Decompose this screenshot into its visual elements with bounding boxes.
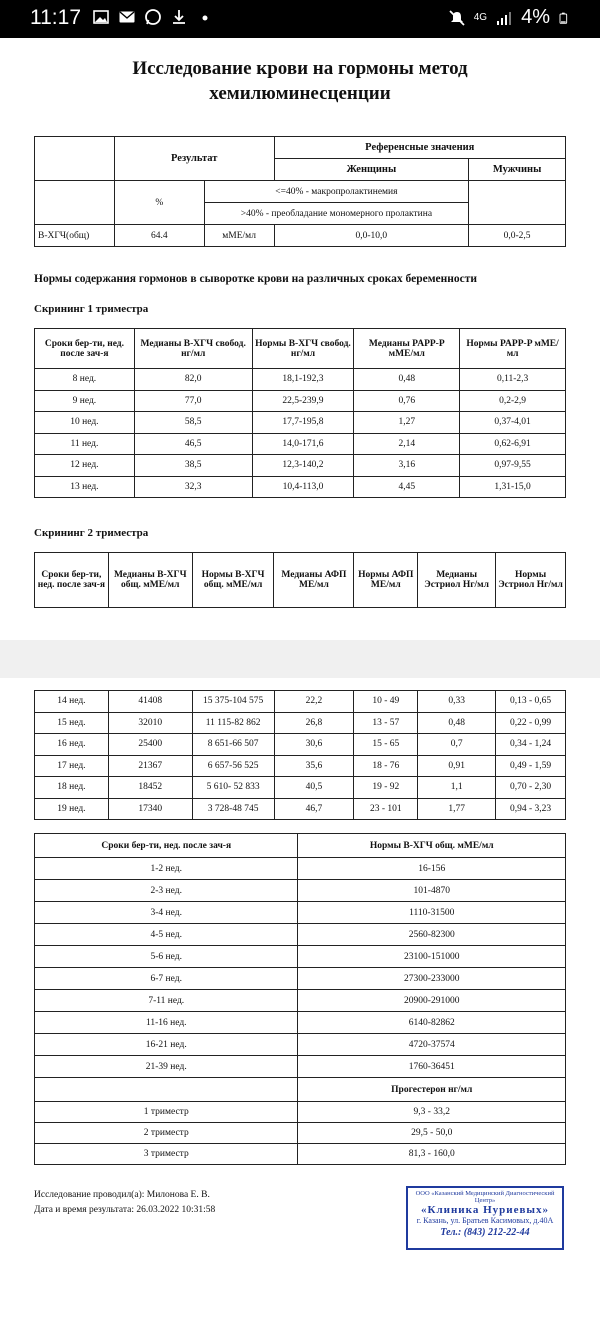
- table-cell: 0,97-9,55: [460, 455, 566, 477]
- s2-header-hcg-norm: Нормы B-ХГЧ общ. мМЕ/мл: [192, 553, 274, 608]
- table-cell: 4,45: [354, 476, 460, 498]
- table-cell: 7-11 нед.: [35, 990, 298, 1012]
- table-cell: 9,3 - 33,2: [298, 1102, 566, 1123]
- table-cell: 18 - 76: [354, 755, 418, 777]
- table-cell: 18,1-192,3: [252, 369, 354, 391]
- mute-icon: [448, 9, 466, 27]
- s2-header-estriol-norm: Нормы Эстриол Нг/мл: [496, 553, 566, 608]
- result-header: Результат: [114, 137, 274, 181]
- table-cell: 18452: [108, 777, 192, 799]
- table-row: [35, 798, 566, 820]
- norms-heading: Нормы содержания гормонов в сыворотке крови на различных сроках беременности: [34, 273, 478, 285]
- table-cell: 30,6: [274, 734, 354, 756]
- table-row: [35, 990, 566, 1012]
- men-header: Мужчины: [469, 159, 566, 181]
- table-cell: 0,62-6,91: [460, 433, 566, 455]
- table-cell: 18 нед.: [35, 777, 109, 799]
- whatsapp-icon: [144, 8, 162, 26]
- dot-icon: [196, 8, 214, 26]
- table-row: [35, 880, 566, 902]
- note-monomer-prolactin: >40% - преобладание мономерного пролактина: [204, 203, 468, 225]
- table-cell: 1-2 нед.: [35, 858, 298, 880]
- table-row: [35, 777, 566, 799]
- table-cell: 11 115-82 862: [192, 712, 274, 734]
- s1-header-hcg-norm: Нормы B-ХГЧ свобод. нг/мл: [252, 329, 354, 369]
- conducted-by: Исследование проводил(а): Милонова Е. В.: [34, 1190, 210, 1200]
- stamp-org: ООО «Казанский Медицинский Диагностический Центр»: [415, 1190, 555, 1204]
- table-cell: 23100-151000: [298, 946, 566, 968]
- table-cell: 0,2-2,9: [460, 390, 566, 412]
- table-cell: 0,76: [354, 390, 460, 412]
- s2-header-afp-median: Медианы АФП МЕ/мл: [274, 553, 354, 608]
- s1-header-papp-median: Медианы PAPP-P мМЕ/мл: [354, 329, 460, 369]
- table-cell: 3 728-48 745: [192, 798, 274, 820]
- table-cell: 14,0-171,6: [252, 433, 354, 455]
- table-cell: 6140-82862: [298, 1012, 566, 1034]
- table-cell: 9 нед.: [35, 390, 135, 412]
- table-cell: 0,11-2,3: [460, 369, 566, 391]
- reference-header: Референсные значения: [274, 137, 565, 159]
- stamp-phone: Тел.: (843) 212-22-44: [440, 1227, 530, 1238]
- table-cell: 15 - 65: [354, 734, 418, 756]
- s2-header-term: Сроки бер-ти, нед. после зач-я: [35, 553, 109, 608]
- table-cell: 19 - 92: [354, 777, 418, 799]
- screening2-table: [34, 690, 566, 820]
- hcg-norms-table: [34, 833, 566, 1165]
- footer: [34, 1188, 215, 1218]
- table-cell: 46,5: [134, 433, 252, 455]
- s2-header-estriol-median: Медианы Эстриол Нг/мл: [418, 553, 496, 608]
- status-time: 11:17: [30, 6, 81, 29]
- table-row: [35, 902, 566, 924]
- table-row: [35, 712, 566, 734]
- table-row: [35, 755, 566, 777]
- battery-percent: 4%: [521, 6, 550, 28]
- table-cell: 10 - 49: [354, 691, 418, 713]
- table-row: [35, 1102, 566, 1123]
- table-row: [35, 924, 566, 946]
- table-cell: 3,16: [354, 455, 460, 477]
- gallery-icon: [92, 8, 110, 26]
- table-cell: 2 триместр: [35, 1123, 298, 1144]
- table-row: [35, 1144, 566, 1165]
- table-cell: 1110-31500: [298, 902, 566, 924]
- table-cell: 0,91: [418, 755, 496, 777]
- table-cell: 1,77: [418, 798, 496, 820]
- table-cell: 77,0: [134, 390, 252, 412]
- table-cell: 17,7-195,8: [252, 412, 354, 434]
- table-cell: 35,6: [274, 755, 354, 777]
- stamp-address: г. Казань, ул. Братьев Касимовых, д.40А: [416, 1216, 554, 1225]
- s2-header-hcg-median: Медианы B-ХГЧ общ. мМЕ/мл: [108, 553, 192, 608]
- result-value: 64.4: [114, 225, 204, 247]
- table-cell: 4720-37574: [298, 1034, 566, 1056]
- table-cell: 0,48: [354, 369, 460, 391]
- table-row: [35, 455, 566, 477]
- table-cell: 2-3 нед.: [35, 880, 298, 902]
- status-bar: [0, 0, 600, 38]
- table-cell: 5-6 нед.: [35, 946, 298, 968]
- women-header: Женщины: [274, 159, 469, 181]
- table-row: [35, 1034, 566, 1056]
- table-cell: 25400: [108, 734, 192, 756]
- title-line-2: хемилюминесценции: [209, 83, 391, 104]
- table-cell: 6 657-56 525: [192, 755, 274, 777]
- table-row: [35, 1056, 566, 1078]
- table-cell: 81,3 - 160,0: [298, 1144, 566, 1165]
- table-cell: 3-4 нед.: [35, 902, 298, 924]
- table-cell: 101-4870: [298, 880, 566, 902]
- table-cell: 3 триместр: [35, 1144, 298, 1165]
- screening2-header-table: [34, 552, 566, 608]
- table-cell: 10,4-113,0: [252, 476, 354, 498]
- hcg-header-norm: Нормы B-ХГЧ общ. мМЕ/мл: [298, 834, 566, 858]
- table-cell: 26,8: [274, 712, 354, 734]
- table-cell: 11 нед.: [35, 433, 135, 455]
- network-type: 4G: [473, 12, 488, 23]
- table-row: [35, 476, 566, 498]
- result-men-range: 0,0-2,5: [469, 225, 566, 247]
- table-cell: 1760-36451: [298, 1056, 566, 1078]
- download-icon: [170, 8, 188, 26]
- screening2-heading: Скрининг 2 триместра: [34, 527, 149, 539]
- table-cell: 0,94 - 3,23: [496, 798, 566, 820]
- table-cell: 0,49 - 1,59: [496, 755, 566, 777]
- table-cell: 16 нед.: [35, 734, 109, 756]
- table-cell: 46,7: [274, 798, 354, 820]
- table-cell: 1,27: [354, 412, 460, 434]
- table-row: [35, 390, 566, 412]
- table-row: [35, 412, 566, 434]
- table-cell: 32010: [108, 712, 192, 734]
- table-row: [35, 369, 566, 391]
- table-row: [35, 433, 566, 455]
- title-line-1: Исследование крови на гормоны метод: [132, 58, 468, 79]
- s2-header-afp-norm: Нормы АФП МЕ/мл: [354, 553, 418, 608]
- table-row: [35, 946, 566, 968]
- table-cell: 13 - 57: [354, 712, 418, 734]
- signal-icon: [495, 9, 513, 27]
- table-cell: 16-21 нед.: [35, 1034, 298, 1056]
- s1-header-papp-norm: Нормы PAPP-P мМЕ/мл: [460, 329, 566, 369]
- table-cell: 82,0: [134, 369, 252, 391]
- table-cell: 0,33: [418, 691, 496, 713]
- page-break: [0, 640, 600, 678]
- clinic-stamp: [406, 1186, 564, 1250]
- table-cell: 0,13 - 0,65: [496, 691, 566, 713]
- table-cell: 21-39 нед.: [35, 1056, 298, 1078]
- table-row: [35, 858, 566, 880]
- table-row: [35, 1123, 566, 1144]
- table-cell: 13 нед.: [35, 476, 135, 498]
- table-cell: 12 нед.: [35, 455, 135, 477]
- table-cell: 12,3-140,2: [252, 455, 354, 477]
- result-table: [34, 136, 566, 247]
- table-cell: 10 нед.: [35, 412, 135, 434]
- screening1-heading: Скрининг 1 триместра: [34, 303, 149, 315]
- note-macroprolactinemia: <=40% - макропролактинемия: [204, 181, 468, 203]
- table-cell: 0,37-4,01: [460, 412, 566, 434]
- table-cell: 0,22 - 0,99: [496, 712, 566, 734]
- document-title: [0, 56, 600, 106]
- table-row: [35, 1012, 566, 1034]
- table-cell: 5 610- 52 833: [192, 777, 274, 799]
- table-cell: 6-7 нед.: [35, 968, 298, 990]
- table-cell: 1,31-15,0: [460, 476, 566, 498]
- table-cell: 23 - 101: [354, 798, 418, 820]
- table-cell: 20900-291000: [298, 990, 566, 1012]
- table-cell: 17340: [108, 798, 192, 820]
- table-cell: 16-156: [298, 858, 566, 880]
- table-cell: 0,70 - 2,30: [496, 777, 566, 799]
- result-women-range: 0,0-10,0: [274, 225, 469, 247]
- table-cell: 17 нед.: [35, 755, 109, 777]
- table-cell: 0,48: [418, 712, 496, 734]
- table-cell: 0,34 - 1,24: [496, 734, 566, 756]
- table-cell: 1,1: [418, 777, 496, 799]
- table-cell: 38,5: [134, 455, 252, 477]
- battery-icon: [558, 9, 570, 27]
- result-test-name: B-ХГЧ(общ): [35, 225, 115, 247]
- table-row: [35, 968, 566, 990]
- table-cell: 58,5: [134, 412, 252, 434]
- table-cell: 22,5-239,9: [252, 390, 354, 412]
- table-cell: 14 нед.: [35, 691, 109, 713]
- table-cell: 32,3: [134, 476, 252, 498]
- s1-header-term: Сроки бер-ти, нед. после зач-я: [35, 329, 135, 369]
- table-cell: 41408: [108, 691, 192, 713]
- s1-header-hcg-median: Медианы B-ХГЧ свобод. нг/мл: [134, 329, 252, 369]
- table-cell: 40,5: [274, 777, 354, 799]
- unit-percent: %: [114, 181, 204, 225]
- table-cell: 4-5 нед.: [35, 924, 298, 946]
- table-cell: 21367: [108, 755, 192, 777]
- table-cell: 19 нед.: [35, 798, 109, 820]
- hcg-header-term: Сроки бер-ти, нед. после зач-я: [35, 834, 298, 858]
- table-row: [35, 691, 566, 713]
- result-unit: мМЕ/мл: [204, 225, 274, 247]
- table-cell: 2,14: [354, 433, 460, 455]
- table-cell: 22,2: [274, 691, 354, 713]
- table-row: [35, 734, 566, 756]
- table-cell: 1 триместр: [35, 1102, 298, 1123]
- table-cell: 8 651-66 507: [192, 734, 274, 756]
- table-cell: 11-16 нед.: [35, 1012, 298, 1034]
- screening1-table: [34, 328, 566, 498]
- mail-icon: [118, 8, 136, 26]
- table-cell: 15 нед.: [35, 712, 109, 734]
- stamp-clinic: «Клиника Нуриевых»: [420, 1204, 549, 1216]
- table-cell: 0,7: [418, 734, 496, 756]
- table-cell: 2560-82300: [298, 924, 566, 946]
- result-datetime: Дата и время результата: 26.03.2022 10:31:58: [34, 1205, 216, 1215]
- table-cell: 29,5 - 50,0: [298, 1123, 566, 1144]
- progesterone-header: Прогестерон нг/мл: [298, 1078, 566, 1102]
- table-cell: 27300-233000: [298, 968, 566, 990]
- table-cell: 15 375-104 575: [192, 691, 274, 713]
- table-cell: 8 нед.: [35, 369, 135, 391]
